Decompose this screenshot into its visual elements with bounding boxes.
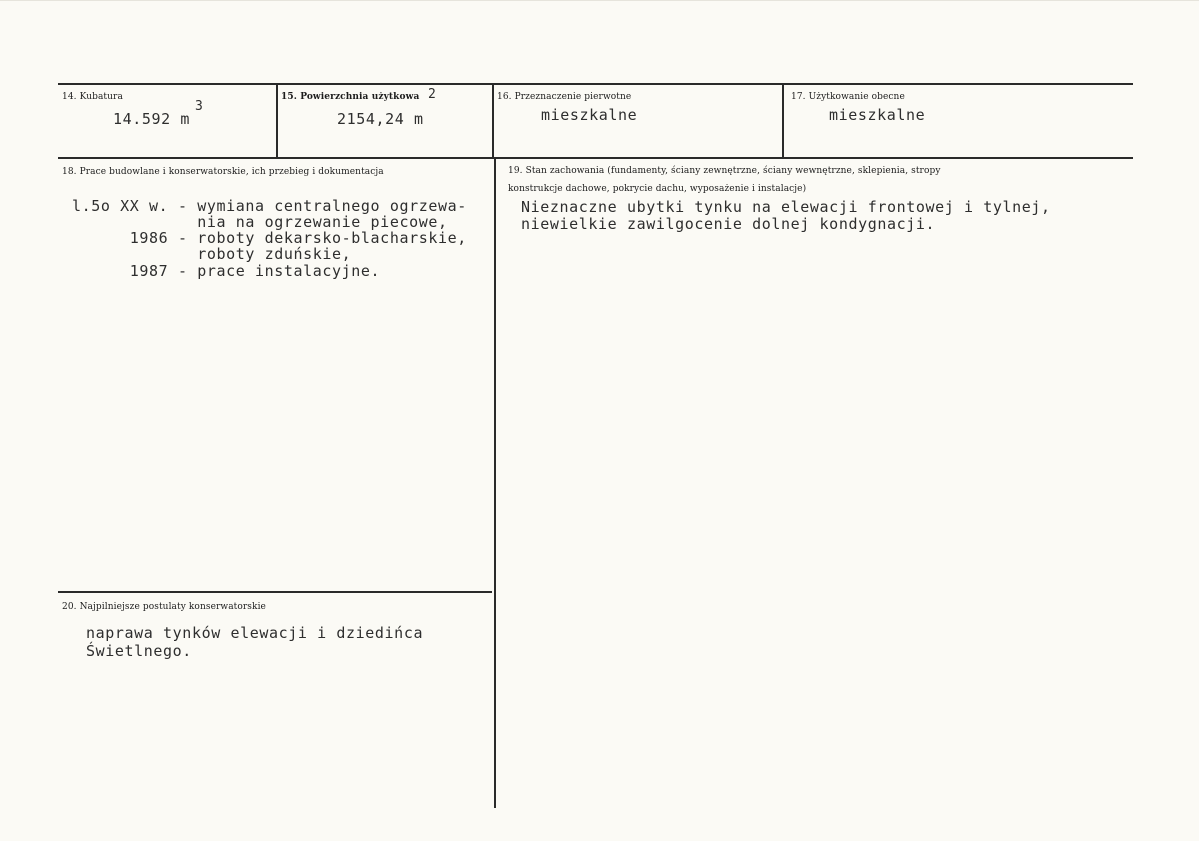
rule-18-20	[58, 591, 492, 593]
field-20-line-2: Świetlnego.	[86, 642, 192, 660]
field-17-value: mieszkalne	[829, 106, 926, 124]
field-18-line-3: 1986 - roboty dekarsko-blacharskie,	[72, 229, 467, 247]
field-15-unit-exponent: 2	[428, 87, 436, 102]
field-18-line-5: 1987 - prace instalacyjne.	[72, 262, 381, 280]
field-17-label: 17. Użytkowanie obecne	[791, 92, 905, 102]
field-16-label: 16. Przeznaczenie pierwotne	[497, 92, 632, 102]
field-14-label: 14. Kubatura	[62, 92, 123, 102]
field-19-line-1: Nieznaczne ubytki tynku na elewacji frontowej i tylnej,	[521, 198, 1051, 216]
field-15-label: 15. Powierzchnia użytkowa	[281, 92, 420, 102]
divider-16-17	[782, 84, 784, 158]
field-19-label-line-1: 19. Stan zachowania (fundamenty, ściany zewnętrzne, ściany wewnętrzne, sklepienia, stropy	[508, 166, 941, 176]
field-18-label: 18. Prace budowlane i konserwatorskie, ich przebieg i dokumentacja	[62, 167, 384, 177]
divider-15-16	[492, 84, 494, 158]
field-20-label: 20. Najpilniejsze postulaty konserwatorskie	[62, 602, 266, 612]
field-20-line-1: naprawa tynków elewacji i dziedińca	[86, 624, 424, 642]
row1-bottom-rule	[58, 157, 1133, 159]
field-15-value: 2154,24 m	[337, 110, 424, 128]
field-14-unit-exponent: 3	[195, 99, 203, 114]
divider-18-19	[494, 158, 496, 808]
field-19-line-2: niewielkie zawilgocenie dolnej kondygnacji.	[521, 215, 936, 233]
field-18-line-2: nia na ogrzewanie piecowe,	[72, 213, 448, 231]
field-18-line-4: roboty zduńskie,	[72, 245, 352, 263]
field-16-value: mieszkalne	[541, 106, 638, 124]
divider-14-15	[276, 84, 278, 158]
top-rule	[58, 83, 1133, 85]
field-19-label-line-2: konstrukcje dachowe, pokrycie dachu, wyposażenie i instalacje)	[508, 184, 807, 194]
field-14-value: 14.592 m	[113, 110, 191, 128]
field-18-line-1: l.5o XX w. - wymiana centralnego ogrzewa-	[72, 197, 467, 215]
